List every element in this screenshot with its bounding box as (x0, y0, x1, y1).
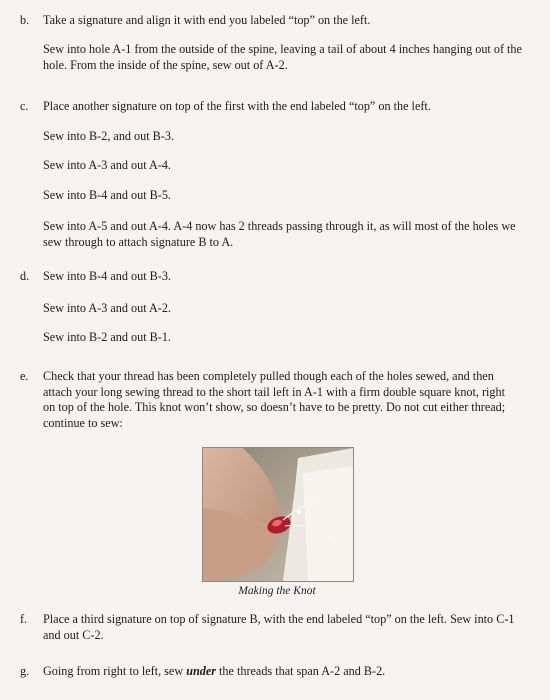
step-letter: b. (20, 13, 30, 27)
step-c-paragraph-1: Sew into B-2, and out B-3. (43, 129, 175, 143)
step-e (20, 369, 520, 431)
step-d-paragraph-2: Sew into B-2 and out B-1. (43, 330, 171, 344)
step-text: Sew into B-4 and out B-3. (43, 269, 171, 283)
step-c-paragraph-4: Sew into A-5 and out A-4. A-4 now has 2 threads passing through it, as will most of the holes we sew through to attach signature B to A. (43, 219, 516, 249)
step-text (43, 664, 535, 680)
step-text: Place another signature on top of the first with the end labeled “top” on the left. (43, 99, 431, 113)
photo-caption: Making the Knot (238, 585, 316, 597)
step-d (20, 269, 535, 285)
step-letter: g. (20, 664, 30, 678)
step-letter: c. (20, 99, 29, 113)
step-letter: f. (20, 612, 28, 626)
step-c-paragraph-2: Sew into A-3 and out A-4. (43, 158, 171, 172)
step-f (20, 612, 535, 643)
step-text: Take a signature and align it with end you labeled “top” on the left. (43, 13, 371, 27)
step-c (20, 99, 535, 115)
step-letter: e. (20, 369, 29, 383)
step-b (20, 13, 535, 29)
step-letter: d. (20, 269, 30, 283)
step-g (20, 664, 535, 680)
knot-photo (202, 447, 354, 582)
step-text-before: Going from right to left, sew (43, 664, 187, 678)
step-c-paragraph-3: Sew into B-4 and out B-5. (43, 188, 171, 202)
step-text: Place a third signature on top of signature B, with the end labeled “top” on the left. Sew into C-1 and out C-2. (43, 612, 515, 642)
emphasis-under: under (186, 664, 216, 678)
step-text: Check that your thread has been completely pulled though each of the holes sewed, and then attach your long sewing thread to the short tail left in A-1 with a firm double square knot, right on top of the hole. This knot won’t show, so doesn’t have to be pretty. Do not cut either thread; continue to sew: (43, 369, 506, 430)
step-b-paragraph-1: Sew into hole A-1 from the outside of the spine, leaving a tail of about 4 inches hanging out of the hole. From the inside of the spine, sew out of A-2. (43, 42, 522, 72)
step-d-paragraph-1: Sew into A-3 and out A-2. (43, 301, 171, 315)
knot-photo-image (203, 448, 353, 581)
step-text-after: the threads that span A-2 and B-2. (216, 664, 386, 678)
